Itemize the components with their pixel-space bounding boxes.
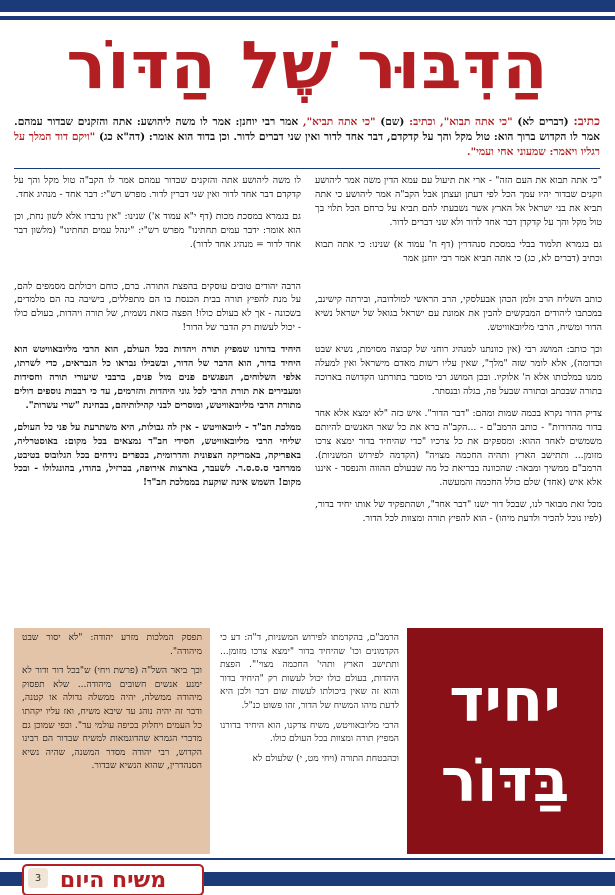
paragraph: וכך כותב: המושג רבי (אין כוונתנו למנהיג רוחני של קבוצה מסוימת, נשיא שבט וכדומה), אלא לומר שזה "מלך", שאין עליו רשות מאדם מישראל ואין למעלה ממנו במלכותו אלא ה' אלוקיו. ובכן המושג רבי מוסבר בתורתנו הקדושה בארוכה בתורה שבכתב ובתורה שבעל פה, בגלה ובנסתר.: [315, 344, 602, 397]
quote-lead: כתיב:: [573, 114, 600, 128]
paragraph: "כי אתה תבוא את העם הזה" - ארי את תיעול עם עמא הדין משה אמר ליהושע וזקנים שבדור יהיו עמך הכל לפי דעתן ועצתן אבל הקב"ה אמר ליהושע כי אתה תביא את בני ישראל אל הארץ אשר נשבעתי להם תביא על כרחם הכל תלוי בך טול מקל והך על קדקדן דבר אחד לדור ולא שני דברים לדור.: [315, 175, 602, 228]
footer: [0, 862, 615, 895]
page-title: הַדִּבּוּר שֶׁל הַדּוֹר: [66, 27, 549, 104]
quote-cite-3: (דה"א כג): [99, 131, 146, 143]
promo-title-line-2: בַּדּוֹר: [440, 746, 570, 816]
top-stripes: [0, 0, 615, 20]
quote-part-4: "ויקם דוד המלך על רגליו ויאמר: שמעוני אחי ועמי".: [14, 131, 600, 158]
quote-part-2: "כי אתה תביא",: [302, 116, 376, 128]
quote-cite-1: (דברים לא): [517, 116, 569, 128]
quote-part-1: "כי אתה תבוא", וכתיב:: [409, 116, 513, 128]
sidebar-paragraph: הרבי מליובאוויטש, משיח צדקנו, הוא היחיד בדורנו המפיץ תורה ומצוות בכל העולם כולו.: [220, 720, 399, 745]
sidebar-paragraph: הרמב"ם, בהקדמתו לפירוש המשניות, ד"ה: דע כי הקדמונים וכו' שהיחיד בדור "ימצא צרכו מזומן... ותתישב הארץ ותהי' החכמה מצוי'". הפצת היהדות, בעולם כולו יכול לעשות רק "היחיד בדור והוא זה שאין ביכולתו לעשות שום דבר ולכן היא לדעת מיהו המשיח של הדור, זהו פשוט כנ"ל.: [220, 633, 399, 711]
section-divider: [14, 168, 600, 169]
sidebar-paragraph: תפסק המלכות מזרע יהודה: "לא יסור שבט מיהודה".: [22, 633, 202, 657]
sidebar-left: [14, 628, 210, 854]
sidebar-paragraph: וכך ביאר השל"ה (פרשת ויחי) ש"בכל דור ודור לא ימנע אנשים חשובים מיהודה... שלא תפסוק מיהודה ממשלה, יהיה ממשלה גדולה או קטנה, ודבר זה יהיה נוהג עד שיבא משיח, ואז עליו יקהתו כל העמים ויחלוק בכיפה עולמי עד". וכפי שמוכן גם מדברי הגמרא שהדוגמאות למשיח שבדור הם רבינו הקדוש, רבי יהודה מסדר המשנה, שהיה נשיא הסנהדרין, שהוא הנשיא שבדור.: [22, 666, 202, 772]
paragraph: ממלכת חב"ד - ליובאוויטש - אין לה גבולות, היא משתרעת על פני כל העולם, שליחי הרבי מליובאוויטש, חסידי חב"ד נמצאים בכל מקום: באוסטרליה, באפריקה, באמריקה הצפונית והדרומית, בכפרים נידחים בכל הגלובוס בטיבט, ממרחבי ס.ס.ס.ר. לשעבר, בארצות אירופה, בברזיל, בהודו, בהונגלולו - ובכל מקום! השמש אינה שוקעת בממלכת חב"ד!: [14, 421, 301, 489]
bottom-section: [14, 628, 603, 854]
sidebar-paragraph: וכהבטחת התורה (ויחי מט, י) שלעולם לא: [252, 753, 399, 764]
promo-title-line-1: יחיד: [449, 666, 561, 736]
promo-box: [407, 628, 603, 854]
quote-part-3: אמר רבי יוחנן: אמר לו משה ליהושע: אתה והזקנים שבדור עמהם. אמר לו הקדוש ברוך הוא: טול מקל והך על קדקדם, דבר אחד לדור ואין שני דברים לדור. וכן בדוד הוא אומר:: [14, 116, 600, 143]
paragraph: לו משה ליהושע אתה והזקנים שבדור עמהם אמר לו הקב"ה טול מקל והך על קדקדם דבר אחד לדור ואין שני דברין לדור. מפרש רש"י: דבר אחד - מנהיג אחד.: [14, 175, 301, 200]
sidebar-middle: [212, 628, 407, 854]
paragraph: כותב השליח הרב זלמן הכהן אבעלסקי, הרב הראשי למולדובה, ובירתה קישינב, במכתבו ליהודים המבקשים להבין את אמונת עם ישראל בגואל של ישראל נשיא הדור ומשיח, הרבי מליובאוויטש.: [315, 294, 602, 334]
article-column-right: [315, 174, 602, 534]
footer-divider: [0, 858, 615, 860]
quote-cite-2: (שם): [380, 116, 405, 128]
paragraph: גם בגמרא במסכת מכות (דף י"א עמוד א') שנינו: "אין נדברו אלא לשון נחת, וכן הוא אומר: ידבר עמים תחתינו" מפרש רש"י: "ינהל עמים תחתינו" (מלשון דבר אחד לדור = מנהיג אחד לדור).: [14, 210, 301, 250]
article-column-left: [14, 174, 301, 498]
paragraph: צדיק הדור נקרא בכמה שמות ומהם: "דבר הדור". איש כזה "לא ימצא אלא אחד בדור מהדורות" - כותב הרמב"ם - ...הקב"ה ברא את כל שאר האנשים להיותם משמשים לאחד ההוא: ומספקים את כל צרכיו "כדי שהיחיד בדור ימצא צרכו מזומן... ותתישב הארץ ותהיה החכמה מצויה" (הקדמה לפירוש המשניות). הרמב"ם ממשיך ומבאר: שהכוונה בבריאת כל מה שבעולם ההווה והנפסד - איננו אלא איש (אחד) שלם כולל החכמה והמעשה.: [315, 407, 602, 489]
paragraph: הרבה יהודים טובים עוסקים בהפצת התורה. ברם, כוחם ויכולתם מסמפים להם, על מנת להפיץ תורה בבית הכנסת בו הם מתפללים, בישיבה בה הם מלמדים, בשכונה - אך לא בעולם כולו! הפצה כזאת נשמית, של תורה ויהדות, בעולם כולו - יכול לעשות רק הדבר של הדור!: [14, 280, 301, 334]
opening-quote: [14, 114, 600, 160]
paragraph: גם בגמרא תלמוד בבלי במסכת סנהדרין (דף ח' עמוד א) שנינו: כי אתה תבוא וכתיב (דברים לא, כג) כי אתה תביא אמר רבי יוחנן אמר: [315, 238, 602, 264]
paragraph: היחיד בדורנו שמפיץ תורה ויהדות בכל העולם, הוא הרבי מליובאוויטש הוא היחיד בדור, הוא הדבר של הדור, ובשבילו נבראו כל הנבראים, כדי לשרתו, אלפי השלוחים, הנפגשים פנים מול פנים, ברבבי שיעורי תורה וחסידות ומעבירים את תורת הרבי לכל גוני היהדות והזרמים, עד כי רבבות נוספים דולים מתורת הרבי מליובאוויטש, ומוסרים לבני קהילותיהם, בבחינת "שרי עשרות".: [14, 344, 301, 411]
publication-logo: משיח היום: [22, 864, 204, 895]
paragraph: מכל זאת מבואר לנו, שבכל דור ישנו "דבר אחד", ושהתפקיד של אותו יחיד בדור, (לפיו נוכל להכיר ולדעת מיהו) - הוא להפיץ תורה ומצוות לכל הדור.: [315, 499, 602, 525]
page-number: 3: [28, 868, 48, 888]
